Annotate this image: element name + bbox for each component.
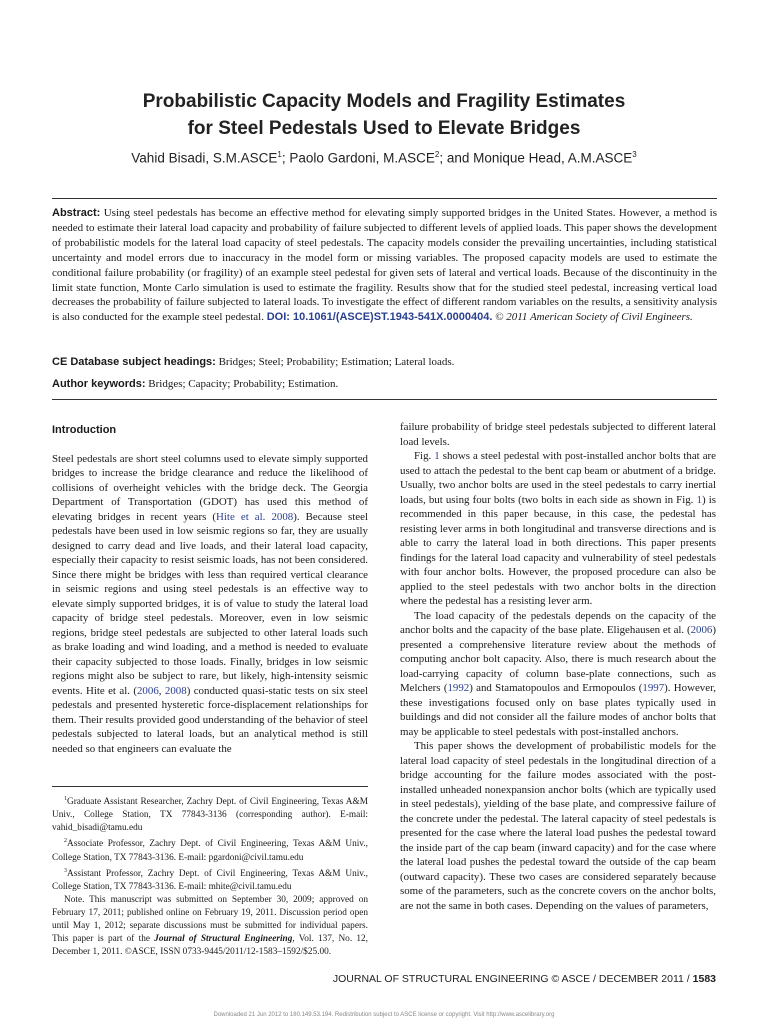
subject-headings-text: Bridges; Steel; Probability; Estimation; Lateral loads.	[215, 356, 455, 368]
author-3-affil[interactable]: 3	[632, 150, 637, 159]
citation-link[interactable]: Hite et al. 2008	[216, 510, 294, 523]
author-3: Monique Head, A.M.ASCE	[473, 150, 633, 166]
paragraph: This paper shows the development of probabilistic models for the lateral load capacity of steel pedestals in the longitudinal direction of a bridge accounting for the failure modes associated with the post-installed unheaded nonexpansion anchor bolts (which are typically used in steel pedestals), yielding of the base plate, and compressive failure of the concrete under the pedestal. The lateral capacity of steel pedestals is presented for the case where the lateral load pushes the pedestal toward the inside part of the cap beam (inward capacity) and for the case where the lateral load pushes the pedestal toward the outside of the cap beam (outward capacity). These two cases are considered separately because some of the parameters, such as the concrete covers on the anchor bolts, are not the same in both cases. Depending on the values of parameters,	[400, 740, 716, 912]
author-1: Vahid Bisadi, S.M.ASCE	[131, 150, 278, 166]
author-keywords-text: Bridges; Capacity; Probability; Estimation.	[145, 378, 339, 390]
text-run: ) and Stamatopoulos and Ermopoulos (	[469, 682, 643, 694]
author-1-affil[interactable]: 1	[277, 150, 282, 159]
abstract-bottom-rule	[52, 399, 717, 400]
footnote-marker: 2	[64, 838, 67, 845]
footnote-marker: 1	[64, 796, 67, 802]
paragraph: failure probability of bridge steel pedestals subjected to different lateral load levels.	[400, 421, 716, 448]
text-run: ) conducted quasi-static tests on six steel pedestals and presented hysteretic force-displacement relationships for them. Their results provided good understanding of the behavior of steel pedestals subjected to lateral loads, but an analytical method is still needed so that engineers can evaluate the	[52, 684, 369, 755]
page-number: 1583	[692, 973, 716, 985]
abstract	[52, 206, 717, 325]
subject-headings-label: CE Database subject headings:	[52, 356, 216, 368]
doi-link[interactable]: DOI: 10.1061/(ASCE)ST.1943-541X.0000404.	[266, 311, 493, 324]
title-line-1: Probabilistic Capacity Models and Fragility Estimates	[142, 91, 626, 112]
citation-link[interactable]: 1997	[642, 682, 665, 694]
note-text: Note. This manuscript was submitted on September 30, 2009; approved on February 17, 2011; published online on February 19, 2011. Discussion period open until May 1, 2012; separate discussions must be submitted for individual papers. This paper is part of the	[52, 894, 368, 945]
figure-link[interactable]: 1	[696, 493, 702, 506]
left-column	[52, 423, 368, 756]
citation-link[interactable]: 2006	[136, 684, 159, 697]
running-footer	[333, 973, 716, 985]
note-text: , Vol. 137, No. 12, December 1, 2011. ©ASCE, ISSN 0733-9445/2011/12-1583–1592/$25.00.	[52, 934, 368, 958]
abstract-label: Abstract:	[52, 207, 101, 219]
author-2-affil[interactable]: 2	[434, 150, 440, 159]
text-run: The load capacity of the pedestals depends on the capacity of the anchor bolts and the capacity of the base plate. Eligehausen et al. (	[400, 609, 716, 636]
citation-link[interactable]: 2006	[690, 624, 713, 636]
text-run: Fig.	[414, 450, 435, 462]
author-2: Paolo Gardoni, M.ASCE	[289, 150, 435, 166]
citation-link[interactable]: 2008	[164, 684, 187, 697]
figure-link[interactable]: 1	[434, 450, 440, 462]
footnote-3	[52, 865, 368, 894]
author-separator: ; and	[439, 150, 474, 166]
paper-title	[0, 88, 768, 142]
author-separator: ;	[281, 150, 290, 166]
paragraph	[400, 449, 716, 609]
footnote-text: Associate Professor, Zachry Dept. of Civil Engineering, Texas A&M Univ., College Station, TX 77843-3136. E-mail: pgardoni@civil.tamu.edu	[52, 839, 368, 863]
footnotes	[52, 786, 368, 959]
text-run: ). However, these investigations focused only on base plates typically used in buildings and did not consider all the failure modes of anchor bolts that may be applicable to steel pedestals with post-installed anchors.	[400, 682, 716, 738]
footnote-text: Assistant Professor, Zachry Dept. of Civil Engineering, Texas A&M Univ., College Station, TX 77843-3136. E-mail: mhite@civil.tamu.edu	[52, 868, 368, 892]
footnote-marker: 3	[64, 867, 67, 874]
abstract-top-rule	[52, 198, 717, 199]
download-notice: Downloaded 21 Jun 2012 to 180.149.53.194. Redistribution subject to ASCE license or copyright. Visit http://www.ascelibrary.org	[213, 1012, 555, 1018]
author-list	[0, 150, 768, 166]
paragraph	[52, 452, 368, 757]
author-keywords	[52, 378, 717, 390]
text-run: shows a steel pedestal with post-installed anchor bolts that are used to attach the pedestal to the bent cap beam or abutment of a bridge. Usually, two anchor bolts are used in the steel pedestals to carry inertial loads, but using four bolts (two bolts in each side as shown in Fig.	[400, 450, 716, 506]
text-run: ) is recommended in this paper because, in this case, the pedestal has resisting lever arms in both longitudinal and transverse directions and is able to carry the lateral load in both directions. This paper presents findings for the lateral load capacity and vulnerability of steel pedestals with four anchor bolts. However, the proposed procedure can also be applied to the steel pedestals with two anchor bolts in the direction where the pedestal has a resisting lever arm.	[400, 493, 716, 607]
text-run: ). Because steel pedestals have been used in low seismic regions so far, they are usually designed to carry dead and live loads, and their lateral load capacity, especially their capacity to resist seismic loads, has not been considered. Since there might be bridges with less than required vertical clearance in seismic regions and using steel pedestals is an effective way to elevate simply supported bridges, it is of value to study the lateral load capacity of bridge steel pedestals. Moreover, even in low seismic regions, bridge steel pedestals are subjected to other lateral loads such as brake loading and wind loading, and a method is needed to evaluate their capacity subjected to those loads. Finally, bridges in low seismic regions might also be subject to rare, but likely, high-intensity seismic events. Hite et al. (	[52, 510, 368, 697]
copyright: © 2011 American Society of Civil Engineers.	[492, 311, 693, 324]
footnote-1	[52, 793, 368, 835]
text-run: Steel pedestals are short steel columns used to elevate simply supported bridges to increase the bridge clearance and reduce the likelihood of collisions of overheight vehicles with the bridge deck. The Georgia Department of Transportation (GDOT) has used this method of elevating bridges in recent years (	[52, 452, 368, 523]
subject-headings	[52, 356, 717, 368]
running-footer-text: JOURNAL OF STRUCTURAL ENGINEERING © ASCE / DECEMBER 2011 /	[332, 973, 693, 985]
citation-link[interactable]: 1992	[447, 682, 470, 694]
footnote-2	[52, 835, 368, 864]
text-run: ,	[158, 684, 165, 697]
paragraph	[400, 609, 716, 740]
author-keywords-label: Author keywords:	[52, 378, 146, 390]
text-run: ) presented a comprehensive literature review about the methods of computing anchor bolt capacity. Also, there is much research about the load-carrying capacity of column base-plate connections, such as Melchers (	[400, 624, 716, 694]
title-line-2: for Steel Pedestals Used to Elevate Bridges	[187, 118, 581, 139]
journal-name: Journal of Structural Engineering	[154, 934, 293, 945]
right-column	[400, 420, 716, 913]
footnote-text: Graduate Assistant Researcher, Zachry Dept. of Civil Engineering, Texas A&M Univ., College Station, TX 77843-3136 (corresponding author). E-mail: vahid_bisadi@tamu.edu	[52, 797, 368, 834]
section-heading-introduction: Introduction	[52, 424, 117, 436]
abstract-text: Using steel pedestals has become an effective method for elevating simply supported bridges in the United States. However, a method is needed to estimate their lateral load capacity and probability of failure subjected to different levels of applied loads. This paper shows the development of probabilistic models for the lateral load capacity of steel pedestals. The capacity models consider the prevailing uncertainties, including statistical uncertainty and model errors due to inaccuracy in the model form or missing variables. The proposed capacity models are used to estimate the conditional failure probability (or fragility) of an example steel pedestal for given sets of lateral and vertical loads. Because of the discontinuity in the limit state function, Monte Carlo simulation is used to estimate the fragility. Results show that for the studied steel pedestal, increasing vertical load decreases the probability of failure subjected to lateral loads. To investigate the effect of different random variables on the results, a sensitivity analysis is also conducted for the example steel pedestal.	[52, 207, 717, 324]
submission-note	[52, 894, 368, 959]
